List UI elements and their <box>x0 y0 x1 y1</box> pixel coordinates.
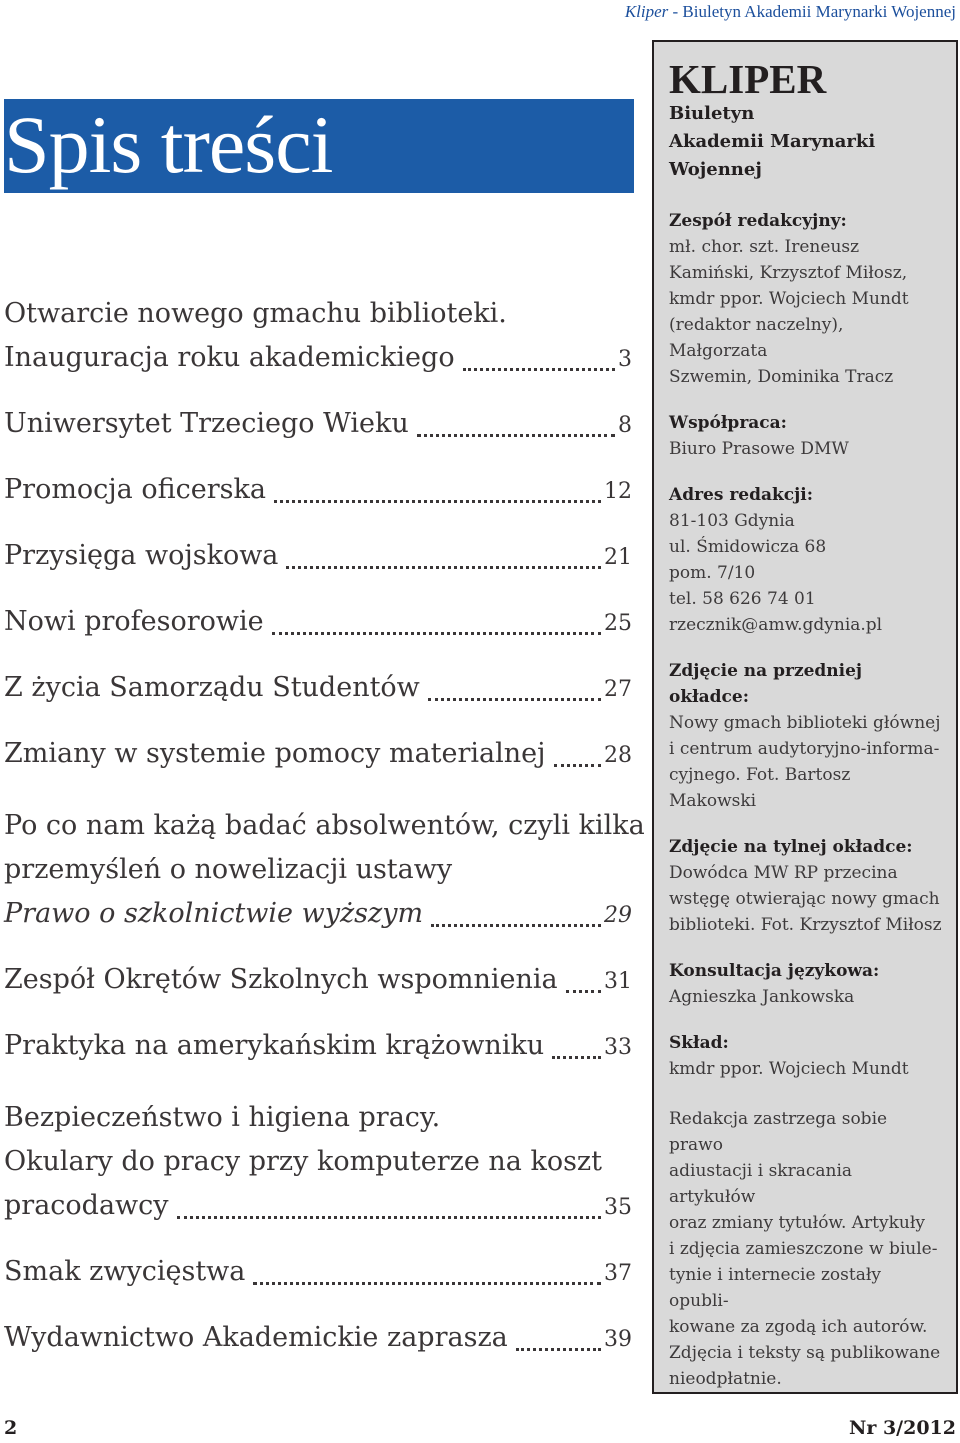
sidebar-section <box>669 482 942 638</box>
sidebar-section-text: pom. 7/10 <box>669 563 756 583</box>
sidebar-section-text: Biuro Prasowe DMW <box>669 439 849 459</box>
running-head-kliper: Kliper <box>624 2 669 21</box>
dot-leader <box>516 1347 601 1351</box>
sidebar-section-heading: Współpraca: <box>669 413 787 433</box>
toc-entry <box>4 958 632 1004</box>
title-band <box>4 99 634 193</box>
toc-entry-title: Uniwersytet Trzeciego Wieku <box>4 408 409 439</box>
toc-entry <box>4 732 632 778</box>
page-number: 2 <box>4 1417 18 1439</box>
toc-entry-leader-line <box>4 468 632 514</box>
toc-entry <box>4 292 632 382</box>
toc-entry <box>4 1316 632 1362</box>
dot-leader <box>253 1281 601 1285</box>
dot-leader <box>274 499 601 503</box>
sidebar-section-heading: Zdjęcie na przedniej okładce: <box>669 661 863 707</box>
toc-entry-title: Prawo o szkolnictwie wyższym <box>4 898 424 929</box>
sidebar-section-text: kowane za zgodą ich autorów. <box>669 1317 928 1337</box>
editorial-sidebar <box>652 40 958 1394</box>
sidebar-section-text: kmdr ppor. Wojciech Mundt <box>669 1059 909 1079</box>
sidebar-sections <box>669 208 942 1392</box>
toc-entry-line: Po co nam każą badać absolwentów, czyli kilka <box>4 810 645 841</box>
toc-entry-leader-line <box>4 732 632 778</box>
toc-entry-title: Wydawnictwo Akademickie zaprasza <box>4 1322 508 1353</box>
toc-entry-page: 31 <box>604 969 632 994</box>
toc-entry-title: Praktyka na amerykańskim krążowniku <box>4 1030 545 1061</box>
sidebar-section-text: Szwemin, Dominika Tracz <box>669 367 894 387</box>
toc-entry-title: Promocja oficerska <box>4 474 266 505</box>
sidebar-section-text: i zdjęcia zamieszczone w biule- <box>669 1239 938 1259</box>
toc-entry <box>4 468 632 514</box>
toc-entry-title: Inauguracja roku akademickiego <box>4 342 455 373</box>
toc-entry <box>4 1024 632 1070</box>
sidebar-section <box>669 958 942 1010</box>
sidebar-section-text: wstęgę otwierając nowy gmach <box>669 889 940 909</box>
toc-entry-title: Przysięga wojskowa <box>4 540 279 571</box>
sidebar-section-text: ul. Śmidowicza 68 <box>669 537 827 557</box>
toc-entry <box>4 402 632 448</box>
sidebar-section-text: tynie i internecie zostały opubli- <box>669 1265 881 1311</box>
toc-entry <box>4 600 632 646</box>
dot-leader <box>177 1215 601 1219</box>
toc-entry-page: 25 <box>604 611 632 636</box>
sidebar-section-text: 81-103 Gdynia <box>669 511 795 531</box>
toc-entry-page: 28 <box>604 743 632 768</box>
toc-entry-page: 27 <box>604 677 632 702</box>
sidebar-section-text: cyjnego. Fot. Bartosz Makowski <box>669 765 851 811</box>
dot-leader <box>431 923 601 927</box>
toc-entry-page: 8 <box>618 413 632 438</box>
sidebar-section-text: adiustacji i skracania artykułów <box>669 1161 853 1207</box>
toc-entry-page: 37 <box>604 1261 632 1286</box>
sidebar-section <box>669 208 942 390</box>
sidebar-section-text: nieodpłatnie. <box>669 1369 782 1389</box>
table-of-contents <box>4 292 645 1362</box>
toc-entry-line: Bezpieczeństwo i higiena pracy. <box>4 1102 441 1133</box>
dot-leader <box>417 433 615 437</box>
sidebar-section <box>669 834 942 938</box>
toc-entry <box>4 1096 632 1230</box>
sidebar-section-text: oraz zmiany tytułów. Artykuły <box>669 1213 925 1233</box>
toc-entry-page: 3 <box>618 347 632 372</box>
sidebar-section-text: kmdr ppor. Wojciech Mundt <box>669 289 909 309</box>
running-head-rest: - Biuletyn Akademii Marynarki Wojennej <box>668 2 956 21</box>
toc-entry-page: 29 <box>604 903 632 928</box>
dot-leader <box>428 697 601 701</box>
toc-entry-leader-line <box>4 1316 632 1362</box>
toc-entry-leader-line <box>4 402 632 448</box>
sidebar-section <box>669 410 942 462</box>
sidebar-section-heading: Konsultacja językowa: <box>669 961 880 981</box>
running-head <box>625 0 956 24</box>
page-title: Spis treści <box>4 99 333 190</box>
toc-entry-page: 39 <box>604 1327 632 1352</box>
toc-entry-line: przemyśleń o nowelizacji ustawy <box>4 854 453 885</box>
dot-leader <box>286 565 601 569</box>
toc-entry-title: Zmiany w systemie pomocy materialnej <box>4 738 546 769</box>
toc-entry-title: Smak zwycięstwa <box>4 1256 246 1287</box>
toc-entry <box>4 804 645 938</box>
sidebar-section <box>669 1030 942 1082</box>
toc-entry-leader-line <box>4 600 632 646</box>
dot-leader <box>554 763 601 767</box>
toc-entry-leader-line <box>4 336 632 382</box>
sidebar-section-text: tel. 58 626 74 01 <box>669 589 816 609</box>
dot-leader <box>272 631 601 635</box>
toc-entry <box>4 534 632 580</box>
toc-entry-leader-line <box>4 666 632 712</box>
toc-entry-leader-line <box>4 1184 632 1230</box>
sidebar-section-text: i centrum audytoryjno-informa- <box>669 739 940 759</box>
sidebar-section-text: Redakcja zastrzega sobie prawo <box>669 1109 888 1155</box>
toc-entry-line: Otwarcie nowego gmachu biblioteki. <box>4 298 507 329</box>
toc-entry-title: Z życia Samorządu Studentów <box>4 672 420 703</box>
toc-entry-leader-line <box>4 958 632 1004</box>
sidebar-section-heading: Skład: <box>669 1033 729 1053</box>
toc-entry-leader-line <box>4 534 632 580</box>
sidebar-section-text: Agnieszka Jankowska <box>669 987 855 1007</box>
sidebar-section-text: Kamiński, Krzysztof Miłosz, <box>669 263 908 283</box>
dot-leader <box>566 989 601 993</box>
toc-entry-leader-line <box>4 1024 632 1070</box>
toc-entry-line: Okulary do pracy przy komputerze na koszt <box>4 1146 603 1177</box>
dot-leader <box>463 367 615 371</box>
sidebar-section-heading: Zespół redakcyjny: <box>669 211 847 231</box>
toc-entry-page: 33 <box>604 1035 632 1060</box>
sidebar-section-text: Nowy gmach biblioteki głównej <box>669 713 941 733</box>
sidebar-section-heading: Adres redakcji: <box>669 485 814 505</box>
toc-entry <box>4 666 632 712</box>
sidebar-section <box>669 658 942 814</box>
toc-entry-title: Nowi profesorowie <box>4 606 264 637</box>
masthead-subtitle-1: Biuletyn <box>669 103 755 124</box>
issue-number: Nr 3/2012 <box>848 1417 956 1439</box>
sidebar-section <box>669 1106 942 1392</box>
sidebar-section-text: Zdjęcia i teksty są publikowane <box>669 1343 941 1363</box>
sidebar-section-text: mł. chor. szt. Ireneusz <box>669 237 860 257</box>
sidebar-section-text: rzecznik@amw.gdynia.pl <box>669 615 883 635</box>
toc-entry-title: pracodawcy <box>4 1190 169 1221</box>
toc-entry-page: 35 <box>604 1195 632 1220</box>
toc-entry-page: 12 <box>604 479 632 504</box>
toc-entry-title: Zespół Okrętów Szkolnych wspomnienia <box>4 964 558 995</box>
toc-entry-leader-line <box>4 892 632 938</box>
toc-entry <box>4 1250 632 1296</box>
dot-leader <box>552 1055 601 1059</box>
sidebar-section-text: Dowódca MW RP przecina <box>669 863 898 883</box>
sidebar-section-text: biblioteki. Fot. Krzysztof Miłosz <box>669 915 942 935</box>
toc-entry-leader-line <box>4 1250 632 1296</box>
sidebar-section-heading: Zdjęcie na tylnej okładce: <box>669 837 913 857</box>
masthead-title: KLIPER <box>669 56 827 102</box>
masthead-subtitle-3: Wojennej <box>669 159 762 180</box>
sidebar-section-text: (redaktor naczelny), Małgorzata <box>669 315 844 361</box>
toc-entry-page: 21 <box>604 545 632 570</box>
masthead-subtitle-2: Akademii Marynarki <box>669 131 876 152</box>
